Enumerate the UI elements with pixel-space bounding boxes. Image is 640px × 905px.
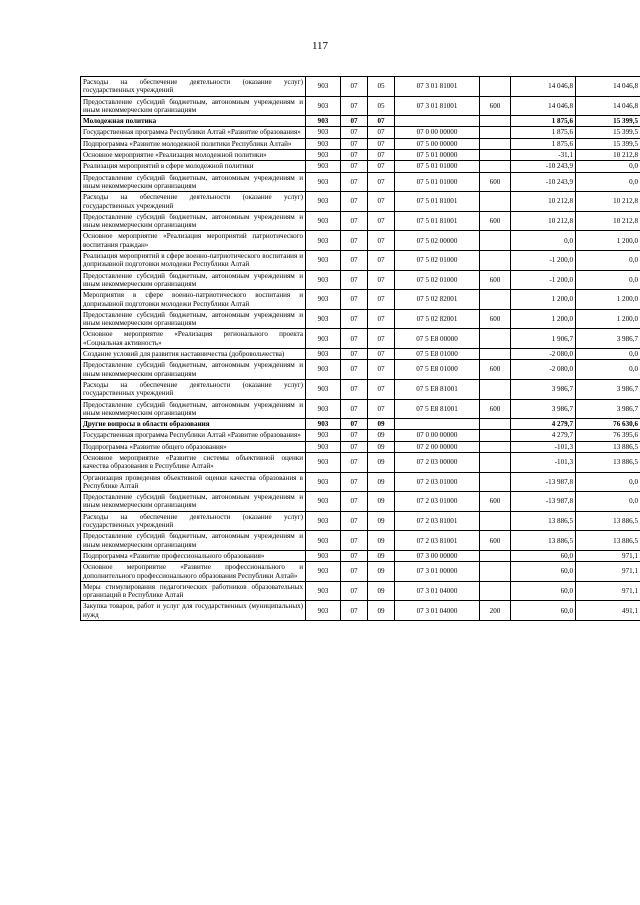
row-amount-total-cell: 13 886,5 <box>576 441 640 452</box>
row-subsection-cell: 09 <box>368 550 395 561</box>
table-row <box>81 309 640 329</box>
row-subsection-cell: 07 <box>368 138 395 149</box>
row-amount-change-cell: -1 200,0 <box>511 251 576 271</box>
row-amount-total-cell: 0,0 <box>576 270 640 290</box>
row-name-cell: Молодежная политика <box>81 116 306 127</box>
row-amount-total-cell: 10 212,8 <box>576 192 640 212</box>
row-amount-total-cell: 15 399,5 <box>576 138 640 149</box>
row-subsection-cell: 07 <box>368 150 395 161</box>
row-name-cell: Организация проведения объективной оценки качества образования в Республике Алтай <box>81 472 306 492</box>
row-section-cell: 07 <box>341 116 368 127</box>
row-ved-cell: 903 <box>306 531 341 551</box>
row-amount-change-cell: 1 906,7 <box>511 329 576 349</box>
row-expense-type-cell: 600 <box>480 270 511 290</box>
row-subsection-cell: 07 <box>368 360 395 380</box>
row-amount-total-cell: 3 986,7 <box>576 399 640 419</box>
row-section-cell: 07 <box>341 419 368 430</box>
row-target-article-cell: 07 5 E8 00000 <box>395 329 480 349</box>
row-expense-type-cell <box>480 452 511 472</box>
row-amount-total-cell: 13 886,5 <box>576 452 640 472</box>
row-subsection-cell: 07 <box>368 211 395 231</box>
row-amount-total-cell: 0,0 <box>576 472 640 492</box>
row-expense-type-cell <box>480 562 511 582</box>
row-subsection-cell: 09 <box>368 452 395 472</box>
row-expense-type-cell <box>480 441 511 452</box>
row-name-cell: Реализация мероприятий в сфере военно-патриотического воспитания и допризывной подготовки молодежи Республики Алтай <box>81 251 306 271</box>
row-ved-cell: 903 <box>306 270 341 290</box>
row-amount-total-cell: 0,0 <box>576 360 640 380</box>
row-target-article-cell: 07 2 00 00000 <box>395 441 480 452</box>
row-amount-total-cell: 3 986,7 <box>576 329 640 349</box>
row-ved-cell: 903 <box>306 601 341 621</box>
row-section-cell: 07 <box>341 96 368 116</box>
row-section-cell: 07 <box>341 270 368 290</box>
row-amount-total-cell: 0,0 <box>576 349 640 360</box>
row-amount-total-cell: 1 200,0 <box>576 290 640 310</box>
table-row <box>81 550 640 561</box>
row-expense-type-cell: 600 <box>480 172 511 192</box>
row-subsection-cell: 09 <box>368 511 395 531</box>
row-name-cell: Подпрограмма «Развитие общего образования» <box>81 441 306 452</box>
row-ved-cell: 903 <box>306 550 341 561</box>
row-expense-type-cell <box>480 349 511 360</box>
row-ved-cell: 903 <box>306 309 341 329</box>
row-name-cell: Подпрограмма «Развитие молодежной политики Республики Алтай» <box>81 138 306 149</box>
row-subsection-cell: 07 <box>368 290 395 310</box>
row-name-cell: Расходы на обеспечение деятельности (оказание услуг) государственных учреждений <box>81 192 306 212</box>
row-ved-cell: 903 <box>306 419 341 430</box>
table-row <box>81 138 640 149</box>
row-name-cell: Подпрограмма «Развитие профессионального образования» <box>81 550 306 561</box>
row-target-article-cell: 07 5 01 01000 <box>395 172 480 192</box>
row-section-cell: 07 <box>341 138 368 149</box>
row-subsection-cell: 07 <box>368 127 395 138</box>
table-row <box>81 379 640 399</box>
row-subsection-cell: 07 <box>368 192 395 212</box>
table-row <box>81 472 640 492</box>
table-row <box>81 601 640 621</box>
row-amount-change-cell: -10 243,9 <box>511 172 576 192</box>
row-name-cell: Расходы на обеспечение деятельности (оказание услуг) государственных учреждений <box>81 511 306 531</box>
row-expense-type-cell: 600 <box>480 399 511 419</box>
row-section-cell: 07 <box>341 531 368 551</box>
row-ved-cell: 903 <box>306 581 341 601</box>
row-subsection-cell: 05 <box>368 96 395 116</box>
row-ved-cell: 903 <box>306 290 341 310</box>
row-amount-total-cell: 1 200,0 <box>576 231 640 251</box>
row-ved-cell: 903 <box>306 562 341 582</box>
row-name-cell: Расходы на обеспечение деятельности (оказание услуг) государственных учреждений <box>81 379 306 399</box>
table-row <box>81 231 640 251</box>
row-expense-type-cell <box>480 192 511 212</box>
row-amount-total-cell: 971,1 <box>576 562 640 582</box>
row-ved-cell: 903 <box>306 161 341 172</box>
row-subsection-cell: 07 <box>368 270 395 290</box>
table-row <box>81 116 640 127</box>
row-ved-cell: 903 <box>306 379 341 399</box>
row-section-cell: 07 <box>341 601 368 621</box>
row-section-cell: 07 <box>341 150 368 161</box>
table-row <box>81 511 640 531</box>
row-amount-total-cell: 14 046,8 <box>576 77 640 97</box>
row-section-cell: 07 <box>341 430 368 441</box>
row-target-article-cell <box>395 419 480 430</box>
table-row <box>81 270 640 290</box>
row-name-cell: Предоставление субсидий бюджетным, автономным учреждениям и иным некоммерческим организациям <box>81 96 306 116</box>
row-amount-total-cell: 10 212,8 <box>576 211 640 231</box>
row-amount-change-cell: 13 886,5 <box>511 531 576 551</box>
row-name-cell: Предоставление субсидий бюджетным, автономным учреждениям и иным некоммерческим организациям <box>81 309 306 329</box>
row-ved-cell: 903 <box>306 399 341 419</box>
row-subsection-cell: 05 <box>368 77 395 97</box>
table-row <box>81 77 640 97</box>
row-ved-cell: 903 <box>306 116 341 127</box>
row-target-article-cell: 07 5 01 81001 <box>395 192 480 212</box>
row-amount-total-cell: 0,0 <box>576 172 640 192</box>
row-expense-type-cell <box>480 138 511 149</box>
table-row <box>81 172 640 192</box>
row-section-cell: 07 <box>341 127 368 138</box>
row-ved-cell: 903 <box>306 472 341 492</box>
row-subsection-cell: 09 <box>368 562 395 582</box>
row-name-cell: Основное мероприятие «Развитие профессионального и дополнительного профессионального образования Республики Алтай» <box>81 562 306 582</box>
table-row <box>81 251 640 271</box>
row-name-cell: Предоставление субсидий бюджетным, автономным учреждениям и иным некоммерческим организациям <box>81 270 306 290</box>
table-row <box>81 562 640 582</box>
row-subsection-cell: 07 <box>368 116 395 127</box>
row-amount-change-cell: 4 279,7 <box>511 430 576 441</box>
row-target-article-cell: 07 2 03 00000 <box>395 452 480 472</box>
row-ved-cell: 903 <box>306 127 341 138</box>
row-section-cell: 07 <box>341 452 368 472</box>
row-amount-change-cell: -10 243,9 <box>511 161 576 172</box>
row-target-article-cell: 07 3 00 00000 <box>395 550 480 561</box>
row-section-cell: 07 <box>341 172 368 192</box>
row-amount-change-cell: 10 212,8 <box>511 211 576 231</box>
row-amount-change-cell: 1 875,6 <box>511 127 576 138</box>
table-row <box>81 290 640 310</box>
row-name-cell: Расходы на обеспечение деятельности (оказание услуг) государственных учреждений <box>81 77 306 97</box>
row-expense-type-cell <box>480 150 511 161</box>
row-name-cell: Основное мероприятие «Реализация молодежной политики» <box>81 150 306 161</box>
row-subsection-cell: 09 <box>368 531 395 551</box>
row-target-article-cell <box>395 116 480 127</box>
row-name-cell: Предоставление субсидий бюджетным, автономным учреждениям и иным некоммерческим организациям <box>81 531 306 551</box>
row-section-cell: 07 <box>341 379 368 399</box>
row-expense-type-cell <box>480 581 511 601</box>
row-ved-cell: 903 <box>306 329 341 349</box>
row-target-article-cell: 07 5 02 01000 <box>395 270 480 290</box>
row-target-article-cell: 07 5 02 82001 <box>395 290 480 310</box>
row-section-cell: 07 <box>341 550 368 561</box>
row-target-article-cell: 07 5 00 00000 <box>395 138 480 149</box>
table-row <box>81 192 640 212</box>
row-target-article-cell: 07 5 E8 01000 <box>395 360 480 380</box>
row-amount-change-cell: 60,0 <box>511 550 576 561</box>
row-amount-change-cell: 3 986,7 <box>511 399 576 419</box>
row-name-cell: Мероприятия в сфере военно-патриотического воспитания и допризывной подготовки молодежи Республики Алтай <box>81 290 306 310</box>
row-amount-total-cell: 0,0 <box>576 251 640 271</box>
row-target-article-cell: 07 5 E8 81001 <box>395 379 480 399</box>
row-subsection-cell: 07 <box>368 399 395 419</box>
row-amount-change-cell: -1 200,0 <box>511 270 576 290</box>
row-ved-cell: 903 <box>306 441 341 452</box>
table-row <box>81 349 640 360</box>
row-expense-type-cell <box>480 231 511 251</box>
table-row <box>81 419 640 430</box>
row-section-cell: 07 <box>341 349 368 360</box>
row-ved-cell: 903 <box>306 77 341 97</box>
row-amount-total-cell: 76 395,6 <box>576 430 640 441</box>
row-target-article-cell: 07 5 02 82001 <box>395 309 480 329</box>
table-row <box>81 430 640 441</box>
row-amount-change-cell: -31,1 <box>511 150 576 161</box>
row-amount-change-cell: 1 200,0 <box>511 290 576 310</box>
row-amount-change-cell: -101,3 <box>511 441 576 452</box>
row-expense-type-cell <box>480 511 511 531</box>
row-amount-total-cell: 971,1 <box>576 550 640 561</box>
row-amount-change-cell: 14 046,8 <box>511 96 576 116</box>
row-amount-total-cell: 13 886,5 <box>576 511 640 531</box>
table-row <box>81 329 640 349</box>
row-expense-type-cell <box>480 251 511 271</box>
row-target-article-cell: 07 5 E8 81001 <box>395 399 480 419</box>
row-expense-type-cell: 600 <box>480 211 511 231</box>
table-row <box>81 492 640 512</box>
row-name-cell: Реализация мероприятий в сфере молодежной политики <box>81 161 306 172</box>
row-ved-cell: 903 <box>306 96 341 116</box>
row-subsection-cell: 09 <box>368 430 395 441</box>
row-amount-total-cell: 1 200,0 <box>576 309 640 329</box>
row-ved-cell: 903 <box>306 430 341 441</box>
row-name-cell: Предоставление субсидий бюджетным, автономным учреждениям и иным некоммерческим организациям <box>81 172 306 192</box>
table-row <box>81 127 640 138</box>
row-section-cell: 07 <box>341 231 368 251</box>
row-section-cell: 07 <box>341 77 368 97</box>
row-section-cell: 07 <box>341 472 368 492</box>
row-target-article-cell: 07 3 01 04000 <box>395 581 480 601</box>
row-expense-type-cell <box>480 161 511 172</box>
row-amount-change-cell: 10 212,8 <box>511 192 576 212</box>
row-target-article-cell: 07 2 03 81001 <box>395 531 480 551</box>
row-name-cell: Предоставление субсидий бюджетным, автономным учреждениям и иным некоммерческим организациям <box>81 211 306 231</box>
row-section-cell: 07 <box>341 161 368 172</box>
row-expense-type-cell <box>480 550 511 561</box>
row-ved-cell: 903 <box>306 172 341 192</box>
row-name-cell: Меры стимулирования педагогических работников образовательных организаций в Республике Алтай <box>81 581 306 601</box>
row-section-cell: 07 <box>341 192 368 212</box>
row-expense-type-cell <box>480 472 511 492</box>
row-expense-type-cell <box>480 116 511 127</box>
row-amount-total-cell: 13 886,5 <box>576 531 640 551</box>
row-target-article-cell: 07 3 01 00000 <box>395 562 480 582</box>
row-amount-total-cell: 10 212,8 <box>576 150 640 161</box>
row-amount-change-cell: 60,0 <box>511 562 576 582</box>
row-amount-total-cell: 0,0 <box>576 161 640 172</box>
row-name-cell: Основное мероприятие «Реализация мероприятий патриотического воспитания граждан» <box>81 231 306 251</box>
row-target-article-cell: 07 5 02 00000 <box>395 231 480 251</box>
row-name-cell: Предоставление субсидий бюджетным, автономным учреждениям и иным некоммерческим организациям <box>81 492 306 512</box>
row-subsection-cell: 07 <box>368 231 395 251</box>
budget-table <box>80 76 640 621</box>
row-target-article-cell: 07 5 01 00000 <box>395 150 480 161</box>
row-amount-total-cell: 15 399,5 <box>576 116 640 127</box>
row-subsection-cell: 07 <box>368 309 395 329</box>
row-amount-change-cell: 1 875,6 <box>511 116 576 127</box>
row-section-cell: 07 <box>341 441 368 452</box>
row-amount-total-cell: 3 986,7 <box>576 379 640 399</box>
row-amount-change-cell: 0,0 <box>511 231 576 251</box>
row-amount-total-cell: 0,0 <box>576 492 640 512</box>
row-subsection-cell: 07 <box>368 379 395 399</box>
table-row <box>81 452 640 472</box>
row-section-cell: 07 <box>341 360 368 380</box>
row-ved-cell: 903 <box>306 349 341 360</box>
row-ved-cell: 903 <box>306 251 341 271</box>
row-amount-change-cell: -101,3 <box>511 452 576 472</box>
row-subsection-cell: 09 <box>368 441 395 452</box>
row-target-article-cell: 07 0 00 00000 <box>395 127 480 138</box>
budget-table-body <box>81 77 640 621</box>
row-amount-change-cell: 60,0 <box>511 601 576 621</box>
row-amount-change-cell: 13 886,5 <box>511 511 576 531</box>
row-name-cell: Основное мероприятие «Реализация регионального проекта «Социальная активность» <box>81 329 306 349</box>
row-expense-type-cell <box>480 379 511 399</box>
row-ved-cell: 903 <box>306 150 341 161</box>
row-amount-change-cell: -2 080,0 <box>511 360 576 380</box>
row-target-article-cell: 07 5 E8 01000 <box>395 349 480 360</box>
row-target-article-cell: 07 2 03 01000 <box>395 492 480 512</box>
row-subsection-cell: 07 <box>368 161 395 172</box>
row-section-cell: 07 <box>341 290 368 310</box>
row-name-cell: Предоставление субсидий бюджетным, автономным учреждениям и иным некоммерческим организациям <box>81 360 306 380</box>
row-ved-cell: 903 <box>306 231 341 251</box>
row-amount-change-cell: 3 986,7 <box>511 379 576 399</box>
row-name-cell: Другие вопросы в области образования <box>81 419 306 430</box>
table-row <box>81 161 640 172</box>
table-row <box>81 399 640 419</box>
row-ved-cell: 903 <box>306 211 341 231</box>
table-row <box>81 150 640 161</box>
table-row <box>81 211 640 231</box>
row-subsection-cell: 09 <box>368 581 395 601</box>
row-target-article-cell: 07 5 02 01000 <box>395 251 480 271</box>
row-name-cell: Предоставление субсидий бюджетным, автономным учреждениям и иным некоммерческим организациям <box>81 399 306 419</box>
row-amount-total-cell: 76 630,6 <box>576 419 640 430</box>
row-expense-type-cell: 600 <box>480 309 511 329</box>
row-amount-total-cell: 491,1 <box>576 601 640 621</box>
row-target-article-cell: 07 2 03 81001 <box>395 511 480 531</box>
table-row <box>81 96 640 116</box>
row-amount-change-cell: -13 987,8 <box>511 492 576 512</box>
row-name-cell: Государственная программа Республики Алтай «Развитие образования» <box>81 127 306 138</box>
row-ved-cell: 903 <box>306 492 341 512</box>
row-target-article-cell: 07 2 03 01000 <box>395 472 480 492</box>
row-expense-type-cell <box>480 77 511 97</box>
row-amount-change-cell: 1 875,6 <box>511 138 576 149</box>
row-section-cell: 07 <box>341 492 368 512</box>
row-amount-change-cell: -2 080,0 <box>511 349 576 360</box>
row-amount-total-cell: 15 399,5 <box>576 127 640 138</box>
row-section-cell: 07 <box>341 329 368 349</box>
row-amount-change-cell: 1 200,0 <box>511 309 576 329</box>
row-section-cell: 07 <box>341 562 368 582</box>
row-subsection-cell: 09 <box>368 472 395 492</box>
row-section-cell: 07 <box>341 581 368 601</box>
row-amount-change-cell: 4 279,7 <box>511 419 576 430</box>
row-target-article-cell: 07 3 01 04000 <box>395 601 480 621</box>
row-expense-type-cell: 200 <box>480 601 511 621</box>
row-name-cell: Закупка товаров, работ и услуг для государственных (муниципальных) нужд <box>81 601 306 621</box>
table-row <box>81 441 640 452</box>
row-amount-change-cell: 14 046,8 <box>511 77 576 97</box>
row-ved-cell: 903 <box>306 360 341 380</box>
row-name-cell: Основное мероприятие «Развитие системы объективной оценки качества образования в Республике Алтай» <box>81 452 306 472</box>
row-subsection-cell: 09 <box>368 601 395 621</box>
row-expense-type-cell <box>480 430 511 441</box>
table-row <box>81 531 640 551</box>
row-subsection-cell: 07 <box>368 251 395 271</box>
row-section-cell: 07 <box>341 399 368 419</box>
row-expense-type-cell <box>480 329 511 349</box>
row-subsection-cell: 09 <box>368 419 395 430</box>
row-ved-cell: 903 <box>306 511 341 531</box>
row-expense-type-cell: 600 <box>480 96 511 116</box>
page-number: 117 <box>311 40 329 52</box>
row-target-article-cell: 07 5 01 01000 <box>395 161 480 172</box>
row-name-cell: Государственная программа Республики Алтай «Развитие образования» <box>81 430 306 441</box>
row-target-article-cell: 07 3 01 81001 <box>395 77 480 97</box>
row-amount-total-cell: 14 046,8 <box>576 96 640 116</box>
row-section-cell: 07 <box>341 251 368 271</box>
row-subsection-cell: 09 <box>368 492 395 512</box>
row-expense-type-cell <box>480 127 511 138</box>
row-expense-type-cell: 600 <box>480 360 511 380</box>
row-target-article-cell: 07 0 00 00000 <box>395 430 480 441</box>
row-expense-type-cell <box>480 290 511 310</box>
row-subsection-cell: 07 <box>368 349 395 360</box>
row-section-cell: 07 <box>341 211 368 231</box>
row-subsection-cell: 07 <box>368 172 395 192</box>
table-row <box>81 581 640 601</box>
row-amount-change-cell: -13 987,8 <box>511 472 576 492</box>
row-target-article-cell: 07 3 01 81001 <box>395 96 480 116</box>
row-amount-change-cell: 60,0 <box>511 581 576 601</box>
row-ved-cell: 903 <box>306 452 341 472</box>
row-section-cell: 07 <box>341 511 368 531</box>
row-expense-type-cell <box>480 419 511 430</box>
row-subsection-cell: 07 <box>368 329 395 349</box>
row-name-cell: Создание условий для развития наставничества (добровольчества) <box>81 349 306 360</box>
row-ved-cell: 903 <box>306 192 341 212</box>
table-row <box>81 360 640 380</box>
row-target-article-cell: 07 5 01 81001 <box>395 211 480 231</box>
row-expense-type-cell: 600 <box>480 492 511 512</box>
row-amount-total-cell: 971,1 <box>576 581 640 601</box>
row-ved-cell: 903 <box>306 138 341 149</box>
row-expense-type-cell: 600 <box>480 531 511 551</box>
row-section-cell: 07 <box>341 309 368 329</box>
